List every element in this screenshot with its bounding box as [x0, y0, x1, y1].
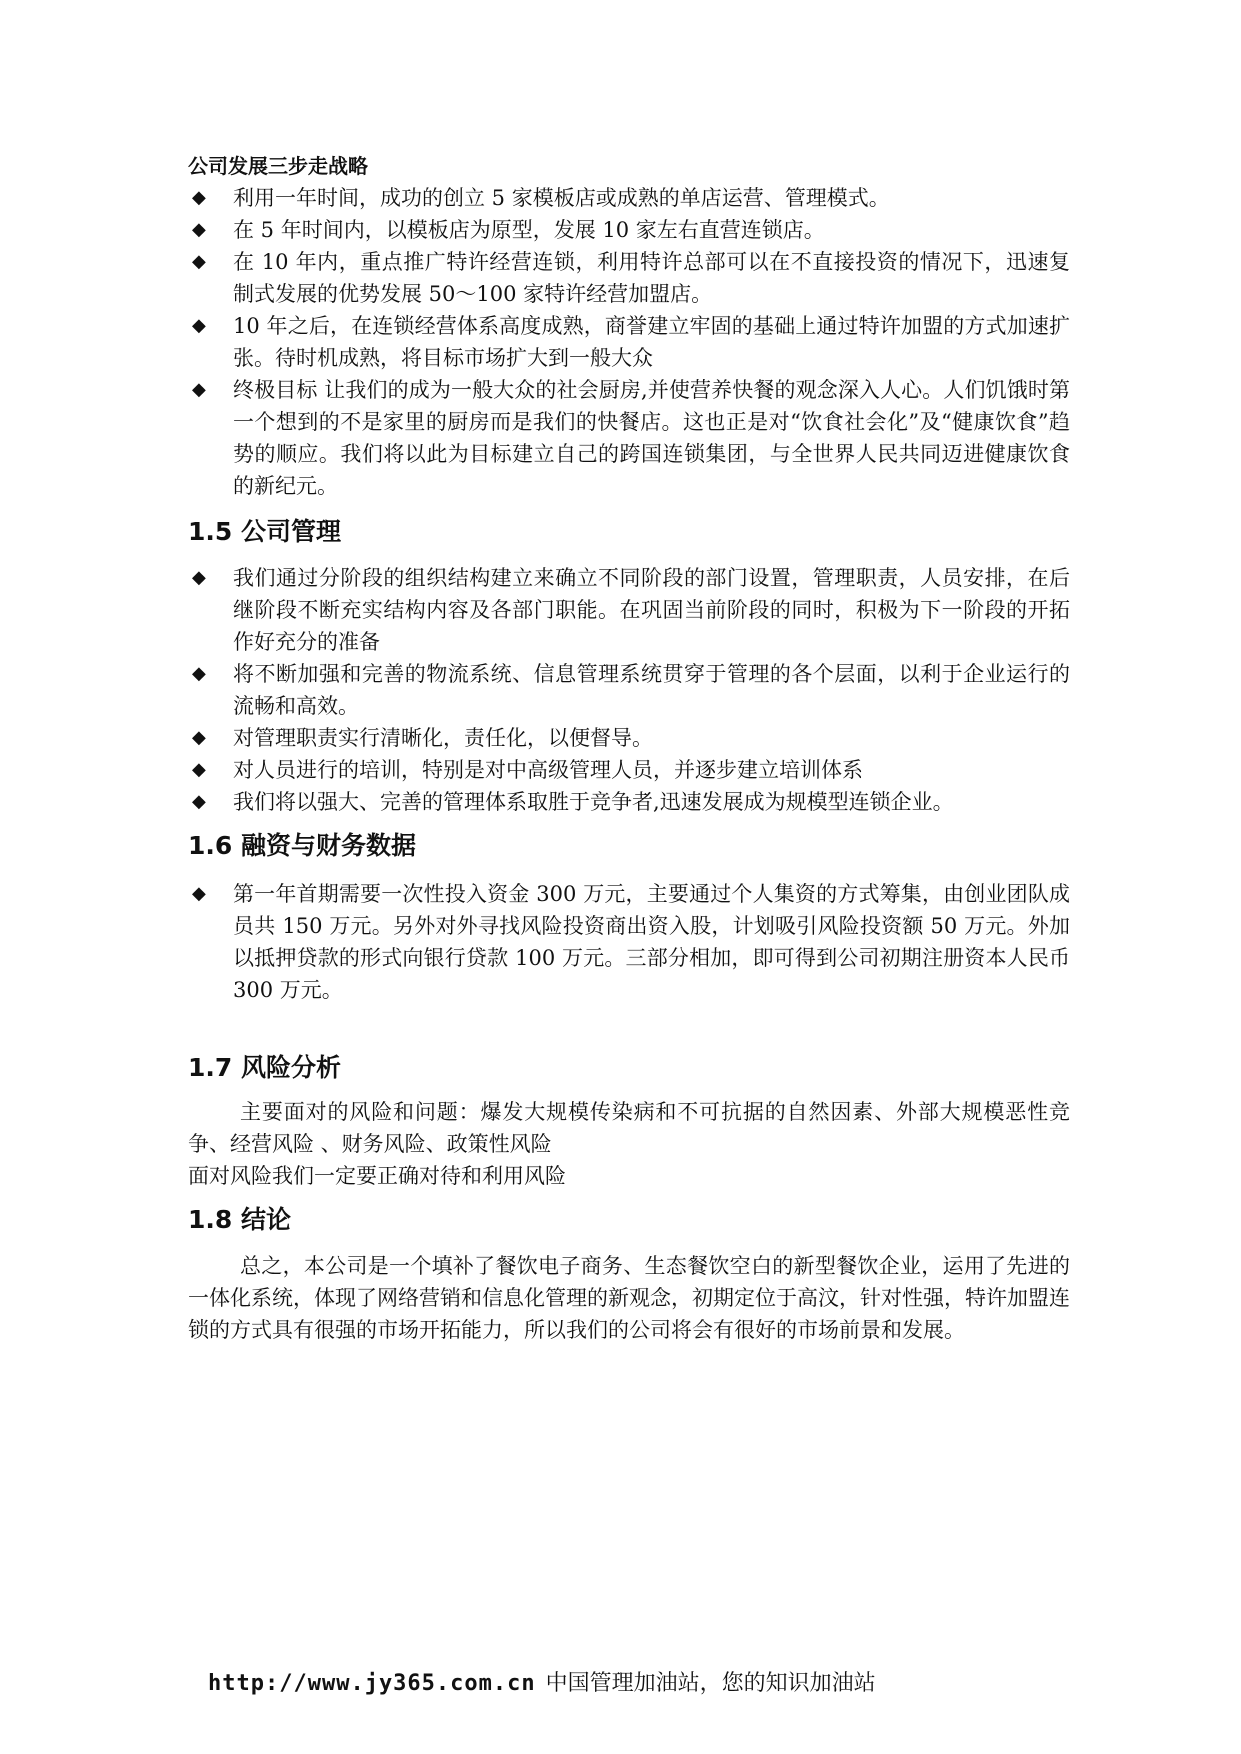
diamond-bullet-icon: ◆ — [192, 379, 206, 400]
diamond-bullet-icon: ◆ — [192, 727, 206, 748]
strategy-list — [188, 182, 1070, 502]
risk-note: 面对风险我们一定要正确对待和利用风险 — [188, 1164, 566, 1188]
risk-paragraph: 主要面对的风险和问题：爆发大规模传染病和不可抗据的自然因素、外部大规模恶性竞争、经营风险 、财务风险、政策性风险 — [188, 1100, 1070, 1156]
diamond-bullet-icon: ◆ — [192, 187, 206, 208]
page-footer — [208, 1668, 1108, 1700]
list-item: ◆ 对管理职责实行清晰化，责任化，以便督导。 — [188, 722, 1070, 754]
document-page — [188, 150, 1070, 1346]
strategy-title: 公司发展三步走战略 — [188, 154, 368, 178]
diamond-bullet-icon: ◆ — [192, 883, 206, 904]
diamond-bullet-icon: ◆ — [192, 759, 206, 780]
section-title-conclusion: 1.8 结论 — [188, 1205, 291, 1234]
list-item: ◆ 在 10 年内，重点推广特许经营连锁，利用特许总部可以在不直接投资的情况下，迅速复制式发展的优势发展 50～100 家特许经营加盟店。 — [188, 246, 1070, 310]
diamond-bullet-icon: ◆ — [192, 663, 206, 684]
diamond-bullet-icon: ◆ — [192, 791, 206, 812]
list-item: ◆ 第一年首期需要一次性投入资金 300 万元，主要通过个人集资的方式筹集，由创业团队成员共 150 万元。另外对外寻找风险投资商出资入股，计划吸引风险投资额 50 万元。外加以抵押贷款的形式向银行贷款 100 万元。三部分相加，即可得到公司初期注册资本人民币 300 万元。 — [188, 878, 1070, 1006]
section-title-finance: 1.6 融资与财务数据 — [188, 831, 416, 860]
list-item: ◆ 我们将以强大、完善的管理体系取胜于竞争者,迅速发展成为规模型连锁企业。 — [188, 786, 1070, 818]
list-item: ◆ 对人员进行的培训，特别是对中高级管理人员，并逐步建立培训体系 — [188, 754, 1070, 786]
list-item: ◆ 在 5 年时间内，以模板店为原型，发展 10 家左右直营连锁店。 — [188, 214, 1070, 246]
diamond-bullet-icon: ◆ — [192, 219, 206, 240]
diamond-bullet-icon: ◆ — [192, 567, 206, 588]
section-title-risk: 1.7 风险分析 — [188, 1053, 341, 1082]
list-item: ◆ 10 年之后，在连锁经营体系高度成熟，商誉建立牢固的基础上通过特许加盟的方式加速扩张。待时机成熟，将目标市场扩大到一般大众 — [188, 310, 1070, 374]
conclusion-paragraph: 总之，本公司是一个填补了餐饮电子商务、生态餐饮空白的新型餐饮企业，运用了先进的一体化系统，体现了网络营销和信息化管理的新观念，初期定位于高汶，针对性强，特许加盟连锁的方式具有很强的市场开拓能力，所以我们的公司将会有很好的市场前景和发展。 — [188, 1254, 1070, 1342]
diamond-bullet-icon: ◆ — [192, 251, 206, 272]
footer-url-link[interactable]: http://www.jy365.com.cn — [208, 1671, 536, 1696]
diamond-bullet-icon: ◆ — [192, 315, 206, 336]
section-title-management: 1.5 公司管理 — [188, 517, 341, 546]
list-item: ◆ 将不断加强和完善的物流系统、信息管理系统贯穿于管理的各个层面，以利于企业运行的流畅和高效。 — [188, 658, 1070, 722]
finance-list — [188, 878, 1070, 1006]
footer-slogan: 中国管理加油站，您的知识加油站 — [545, 1671, 876, 1696]
list-item: ◆ 我们通过分阶段的组织结构建立来确立不同阶段的部门设置，管理职责，人员安排，在后继阶段不断充实结构内容及各部门职能。在巩固当前阶段的同时，积极为下一阶段的开拓作好充分的准备 — [188, 562, 1070, 658]
management-list — [188, 562, 1070, 818]
list-item: ◆ 终极目标 让我们的成为一般大众的社会厨房,并使营养快餐的观念深入人心。人们饥饿时第一个想到的不是家里的厨房而是我们的快餐店。这也正是对“饮食社会化”及“健康饮食”趋势的顺应。我们将以此为目标建立自己的跨国连锁集团，与全世界人民共同迈进健康饮食的新纪元。 — [188, 374, 1070, 502]
list-item: ◆ 利用一年时间，成功的创立 5 家模板店或成熟的单店运营、管理模式。 — [188, 182, 1070, 214]
